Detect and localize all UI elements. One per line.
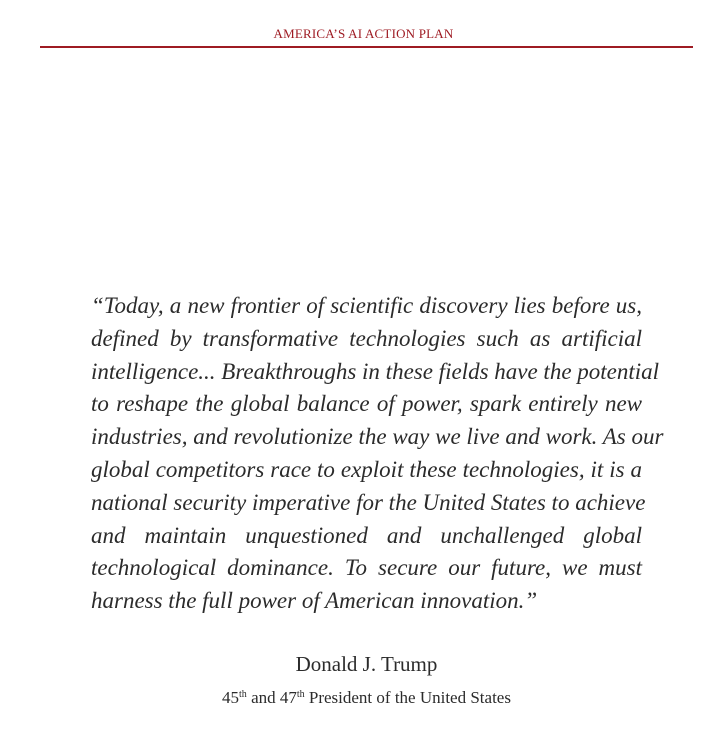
ordinal-45-suffix: th (239, 689, 247, 700)
quote-line-1: “Today, a new frontier of scientific discovery lies before us, (91, 293, 642, 318)
ordinal-45: 45 (222, 688, 240, 707)
quote-line-2: defined by transformative technologies such as artificial (91, 325, 642, 351)
title-rest: President of the United States (304, 688, 511, 707)
quote-line-9: technological dominance. To secure our future, we must (91, 555, 642, 581)
quote-line-8: and maintain unquestioned and unchallenged global (91, 522, 642, 548)
header-rule (40, 46, 693, 48)
ordinal-47-suffix: th (296, 689, 305, 700)
quote-block (91, 290, 664, 618)
attribution-name: Donald J. Trump (295, 652, 438, 676)
ordinal-47: 47 (279, 688, 297, 707)
quote-line-7: national security imperative for the United States to achieve (91, 489, 646, 515)
quote-line-6: global competitors race to exploit these technologies, it is a (91, 456, 642, 482)
quote-line-5: industries, and revolutionize the way we live and work. As our (91, 424, 664, 450)
attribution-title (0, 688, 727, 708)
quote-line-4: to reshape the global balance of power, spark entirely new (91, 391, 642, 417)
running-header: AMERICA’S AI ACTION PLAN (273, 26, 454, 41)
quote-line-10: harness the full power of American innovation.” (91, 588, 538, 614)
title-conjunction: and (246, 688, 280, 707)
quote-line-3: intelligence... Breakthroughs in these fields have the potential (91, 358, 660, 384)
